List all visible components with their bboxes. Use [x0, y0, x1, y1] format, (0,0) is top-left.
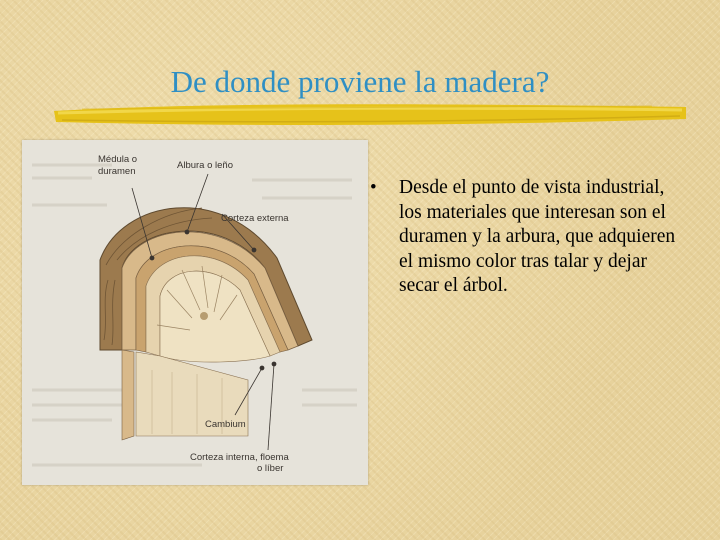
bullet-text: Desde el punto de vista industrial, los materiales que interesan son el duramen y la arbura, que adquieren el mismo color tras talar y dejar secar el árbol.	[399, 177, 676, 297]
label-medula-1: Médula o	[98, 154, 138, 165]
label-corteza-interna-2: o líber	[257, 463, 284, 474]
bullet-list	[370, 176, 690, 299]
bullet-dot-icon: •	[370, 177, 377, 198]
wood-structure-figure	[22, 140, 368, 485]
label-albura: Albura o leño	[177, 160, 233, 171]
label-medula-2: duramen	[98, 166, 136, 177]
slide-title: De donde proviene la madera?	[170, 64, 550, 99]
label-cambium: Cambium	[205, 419, 246, 430]
label-corteza-interna-1: Corteza interna, floema	[190, 452, 289, 463]
label-corteza-externa: Corteza externa	[221, 213, 289, 224]
bullet-item	[370, 176, 690, 299]
title-underline	[52, 98, 688, 132]
